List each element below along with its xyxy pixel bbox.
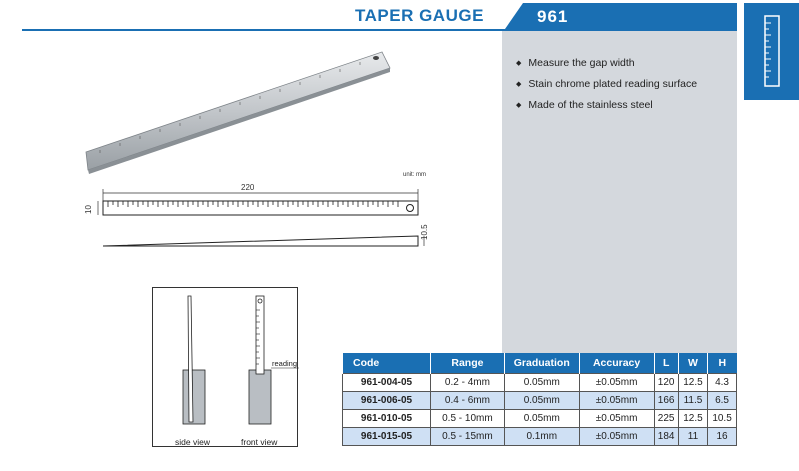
cell-accuracy: ±0.05mm [579,392,654,410]
cell-range: 0.5 - 10mm [431,410,505,428]
cell-w: 12.5 [678,410,707,428]
reading-label: reading [272,359,298,368]
column-header: Range [431,353,505,374]
table-row [343,410,737,428]
table-row [343,392,737,410]
cell-l: 166 [654,392,678,410]
side-view-label: side view [175,437,210,447]
cell-range: 0.2 - 4mm [431,374,505,392]
cell-h: 10.5 [708,410,737,428]
column-header: Graduation [504,353,579,374]
cell-h: 16 [708,428,737,446]
model-number: 961 [537,7,569,26]
cell-code: 961-015-05 [343,428,431,446]
cell-w: 11 [678,428,707,446]
cell-h: 4.3 [708,374,737,392]
product-photo [80,40,400,175]
column-header: Code [343,353,431,374]
front-view-label: front view [241,437,278,447]
cell-w: 12.5 [678,374,707,392]
cell-graduation: 0.05mm [504,374,579,392]
page-title: TAPER GAUGE [355,6,484,25]
cell-graduation: 0.05mm [504,410,579,428]
usage-illustration [153,288,299,448]
cell-accuracy: ±0.05mm [579,428,654,446]
cell-code: 961-010-05 [343,410,431,428]
ruler-icon [744,3,799,100]
feature-item: ◆ Made of the stainless steel [516,99,697,111]
cell-range: 0.5 - 15mm [431,428,505,446]
feature-item: ◆ Stain chrome plated reading surface [516,78,697,90]
thickness-dimension: 10.5 [420,224,429,240]
column-header: H [708,353,737,374]
cell-code: 961-004-05 [343,374,431,392]
category-tab [744,3,799,100]
cell-l: 184 [654,428,678,446]
cell-range: 0.4 - 6mm [431,392,505,410]
cell-graduation: 0.1mm [504,428,579,446]
table-row [343,428,737,446]
cell-code: 961-006-05 [343,392,431,410]
column-header: Accuracy [579,353,654,374]
spec-table [342,353,737,446]
width-dimension: 10 [84,205,93,214]
cell-accuracy: ±0.05mm [579,374,654,392]
column-header: W [678,353,707,374]
feature-list [516,57,697,120]
cell-w: 11.5 [678,392,707,410]
feature-item: ◆ Measure the gap width [516,57,697,69]
table-header-row [343,353,737,374]
table-row [343,374,737,392]
cell-l: 225 [654,410,678,428]
length-dimension: 220 [241,183,255,192]
cell-h: 6.5 [708,392,737,410]
cell-accuracy: ±0.05mm [579,410,654,428]
unit-label: unit: mm [403,172,427,178]
cell-graduation: 0.05mm [504,392,579,410]
column-header: L [654,353,678,374]
cell-l: 120 [654,374,678,392]
technical-drawing [88,176,438,256]
